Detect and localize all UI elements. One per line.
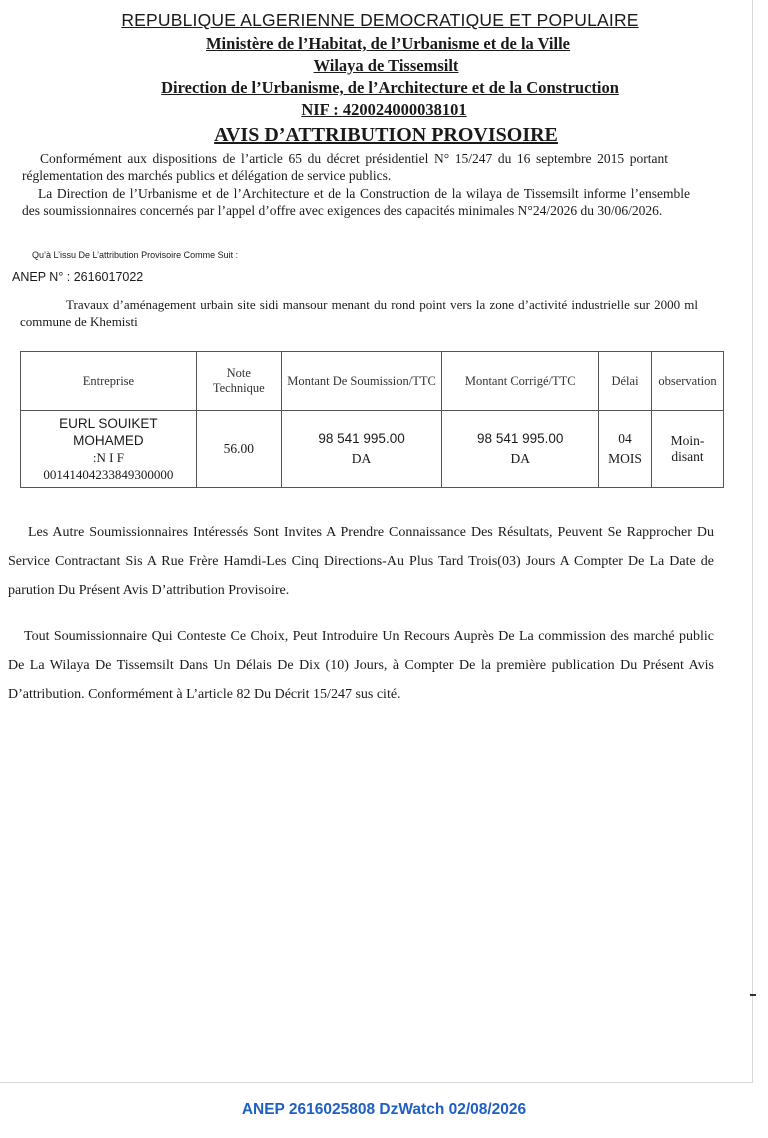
montant-corrige-value: 98 541 995.00	[477, 431, 564, 446]
montant-corrige-unit: DA	[510, 451, 530, 466]
montant-soumission-value: 98 541 995.00	[318, 431, 405, 446]
company-nif-value: 00141404233849300000	[43, 467, 174, 482]
montant-soumission-unit: DA	[351, 451, 372, 466]
project-description: Travaux d’aménagement urbain site sidi mansour menant du rond point vers la zone d’activité industrielle sur 2000 ml commune de Khemisti	[20, 297, 698, 329]
attribution-note: Qu’à L’issu De L’attribution Provisoire Comme Suit :	[32, 250, 239, 260]
anep-number: ANEP N° : 2616017022	[12, 270, 144, 284]
footer-reference: ANEP 2616025808 DzWatch 02/08/2026	[241, 1101, 527, 1118]
delai-value: 04	[618, 431, 632, 446]
scan-mark	[750, 994, 756, 996]
direction-heading: Direction de l’Urbanisme, de l’Architecture et de la Construction	[161, 78, 619, 97]
header-delai: Délai	[599, 352, 652, 411]
observation-cell: Moin- disant	[651, 411, 723, 488]
delai-unit: MOIS	[608, 451, 642, 466]
nif-heading: NIF : 420024000038101	[301, 100, 467, 119]
company-nif-label: :N I F	[92, 450, 124, 465]
intro-paragraph-2: La Direction de l’Urbanisme et de l’Architecture et de la Construction de la wilaya de Tissemsilt informe l’ensemble des soumissionnaires concernés par l’appel d’offre avec exigences des capacités minimales N°24/2026 du 30/06/2026.	[22, 186, 690, 218]
delai-cell	[599, 411, 652, 488]
header-montant-corrige: Montant Corrigé/TTC	[442, 352, 599, 411]
header-observation: observation	[651, 352, 723, 411]
table-header-row	[21, 352, 724, 411]
closing-paragraph-1: Les Autre Soumissionnaires Intéressés Sont Invites A Prendre Connaissance Des Résultats, Peuvent Se Rapprocher Du Service Contractant Sis A Rue Frère Hamdi-Les Cinq Directions-Au Plus Tard Trois(03) Jours A Compter De La Date de parution Du Présent Avis D’attribution Provisoire.	[8, 525, 714, 598]
header-note-technique: Note Technique	[196, 352, 281, 411]
ministry-heading: Ministère de l’Habitat, de l’Urbanisme et de la Ville	[205, 34, 571, 53]
wilaya-heading: Wilaya de Tissemsilt	[313, 56, 459, 75]
closing-paragraph-2: Tout Soumissionnaire Qui Conteste Ce Choix, Peut Introduire Un Recours Auprès De La commission des marché public De La Wilaya De Tissemsilt Dans Un Délais De Dix (10) Jours, à Compter De la première publication Du Présent Avis D’attribution. Conformément à L’article 82 Du Décrit 15/247 sus cité.	[8, 629, 714, 702]
company-name: EURL SOUIKET MOHAMED	[59, 416, 158, 448]
header-entreprise: Entreprise	[21, 352, 197, 411]
header-montant-soumission: Montant De Soumission/TTC	[281, 352, 442, 411]
montant-soumission-cell	[281, 411, 442, 488]
award-table	[20, 351, 724, 488]
montant-corrige-cell	[442, 411, 599, 488]
note-technique-cell: 56.00	[196, 411, 281, 488]
republic-heading: REPUBLIQUE ALGERIENNE DEMOCRATIQUE ET POPULAIRE	[121, 10, 639, 30]
document-title: AVIS D’ATTRIBUTION PROVISOIRE	[214, 124, 558, 146]
table-row	[21, 411, 724, 488]
intro-paragraph-1: Conformément aux dispositions de l’article 65 du décret présidentiel N° 15/247 du 16 septembre 2015 portant réglementation des marchés publics et délégation de service publics.	[22, 151, 668, 183]
company-cell	[21, 411, 197, 488]
